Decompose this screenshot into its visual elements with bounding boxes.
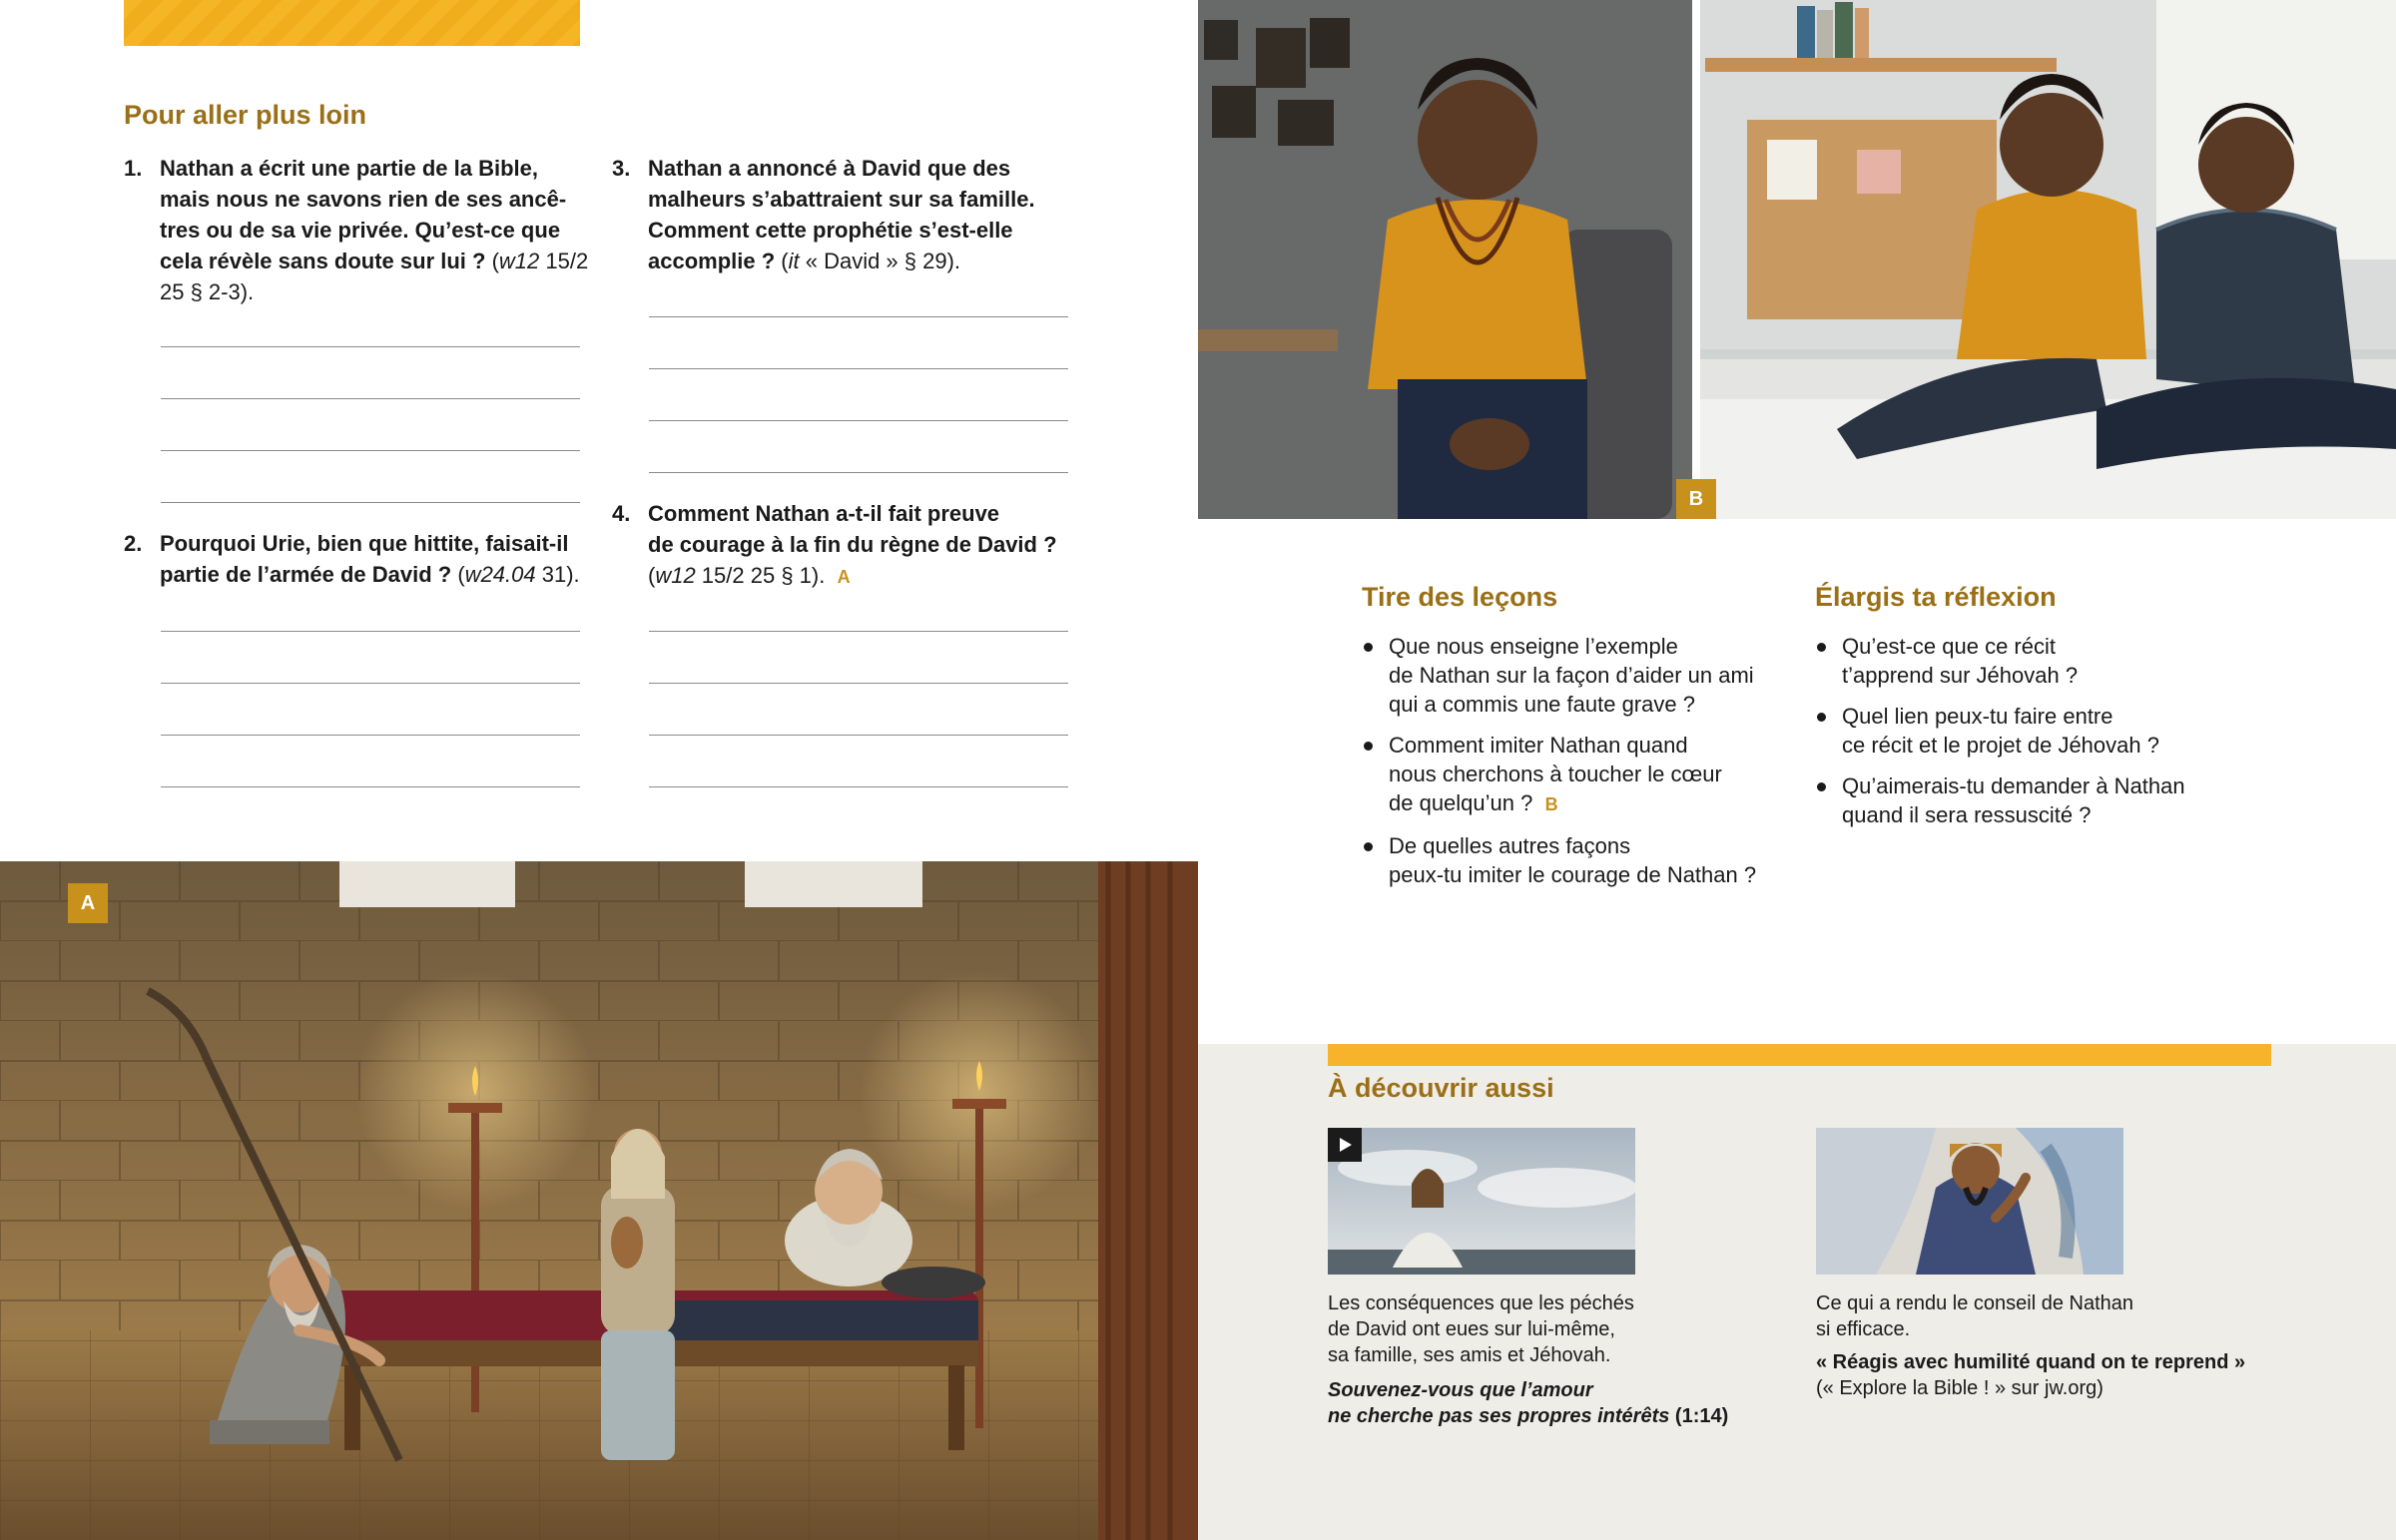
list-item-line: De quelles autres façons <box>1389 833 1631 858</box>
list-item-line: Qu’aimerais-tu demander à Nathan <box>1842 773 2185 798</box>
question-line: malheurs s’abattraient sur sa famille. <box>648 187 1035 212</box>
caption-line: si efficace. <box>1816 1318 1911 1340</box>
question-line: Comment Nathan a-t-il fait preuve <box>648 501 1000 526</box>
question-4 <box>612 498 1091 593</box>
ref-paren: ( <box>451 562 465 587</box>
list-item-line: nous cherchons à toucher le cœur <box>1389 762 1722 786</box>
question-number: 1. <box>124 156 143 181</box>
photo-illustration <box>1198 0 2396 519</box>
caption-line: de David ont eues sur lui-même, <box>1328 1318 1615 1340</box>
article-source: (« Explore la Bible ! » sur jw.org) <box>1816 1377 2103 1399</box>
list-item-line: quand il sera ressuscité ? <box>1842 802 2092 827</box>
lessons-list <box>1362 632 1801 901</box>
answer-line[interactable] <box>649 316 1068 317</box>
ref-location: « David » § 29). <box>799 249 961 273</box>
video-caption <box>1328 1290 1747 1368</box>
list-item-line: Quel lien peux-tu faire entre <box>1842 704 2113 729</box>
caption-line: Ce qui a rendu le conseil de Nathan <box>1816 1292 2133 1314</box>
video-thumbnail-image <box>1328 1128 1635 1275</box>
ref-location: 25 § 2-3). <box>160 279 255 304</box>
video-thumbnail[interactable] <box>1328 1128 1635 1275</box>
ref-publication: w12 <box>655 563 696 588</box>
image-ref-marker[interactable]: A <box>837 567 851 587</box>
ref-publication: it <box>788 249 800 273</box>
answer-line[interactable] <box>161 346 580 347</box>
question-line: mais nous ne savons rien de ses ancê- <box>160 187 567 212</box>
ref-paren: ( <box>485 249 499 273</box>
caption-line: sa famille, ses amis et Jéhovah. <box>1328 1344 1611 1366</box>
question-line: partie de l’armée de David ? <box>160 562 452 587</box>
question-line: Comment cette prophétie s’est-elle <box>648 218 1013 243</box>
painting-nathan-and-david <box>0 861 1198 1540</box>
question-line: Nathan a annoncé à David que des <box>648 156 1011 181</box>
top-yellow-band <box>124 0 580 46</box>
ref-publication: w12 <box>498 249 540 273</box>
list-item <box>1815 771 2234 829</box>
answer-line[interactable] <box>161 735 580 736</box>
image-ref-marker[interactable]: B <box>1544 794 1558 814</box>
play-icon <box>1340 1138 1352 1152</box>
ref-location: 31). <box>535 562 580 587</box>
video-title-link[interactable] <box>1328 1377 1767 1429</box>
section-title: Pour aller plus loin <box>124 100 367 130</box>
play-button[interactable] <box>1328 1128 1362 1162</box>
answer-line[interactable] <box>649 683 1068 684</box>
list-item <box>1815 702 2234 760</box>
list-item-line: Qu’est-ce que ce récit <box>1842 634 2056 659</box>
answer-line[interactable] <box>649 472 1068 473</box>
question-line: Pourquoi Urie, bien que hittite, faisait-il <box>160 531 569 556</box>
reflect-title: Élargis ta réflexion <box>1815 582 2057 612</box>
question-number: 4. <box>612 501 631 526</box>
question-line: cela révèle sans doute sur lui ? <box>160 249 486 273</box>
answer-line[interactable] <box>161 683 580 684</box>
caption-line: Les conséquences que les péchés <box>1328 1292 1634 1314</box>
video-title-ref: (1:14) <box>1669 1405 1729 1427</box>
question-2 <box>124 528 603 590</box>
article-caption <box>1816 1290 2285 1342</box>
question-line: tres ou de sa vie privée. Qu’est-ce que <box>160 218 561 243</box>
article-thumbnail-image <box>1816 1128 2123 1275</box>
list-item-line: ce récit et le projet de Jéhovah ? <box>1842 733 2159 758</box>
answer-line[interactable] <box>161 631 580 632</box>
discover-title: À découvrir aussi <box>1328 1073 1554 1103</box>
answer-line[interactable] <box>649 420 1068 421</box>
answer-line[interactable] <box>649 735 1068 736</box>
list-item-line: Que nous enseigne l’exemple <box>1389 634 1678 659</box>
ref-location: 15/2 25 § 1). <box>695 563 826 588</box>
list-item <box>1362 731 1801 819</box>
discover-accent-bar <box>1328 1044 2271 1066</box>
answer-line[interactable] <box>161 786 580 787</box>
answer-line[interactable] <box>649 786 1068 787</box>
question-line: de courage à la fin du règne de David ? <box>648 532 1057 557</box>
ref-location: 15/2 <box>539 249 589 273</box>
ref-publication: w24.04 <box>464 562 536 587</box>
ref-paren: ( <box>775 249 789 273</box>
answer-line[interactable] <box>161 502 580 503</box>
list-item-line: qui a commis une faute grave ? <box>1389 692 1695 717</box>
painting-badge-a: A <box>68 883 108 923</box>
video-title-line: Souvenez-vous que l’amour <box>1328 1379 1593 1401</box>
question-1 <box>124 153 593 307</box>
answer-line[interactable] <box>161 450 580 451</box>
photo-mother-and-daughter <box>1198 0 2396 519</box>
answer-line[interactable] <box>161 398 580 399</box>
list-item-line: t’apprend sur Jéhovah ? <box>1842 663 2079 688</box>
list-item-line: Comment imiter Nathan quand <box>1389 733 1688 758</box>
list-item <box>1815 632 2234 690</box>
photo-badge-b: B <box>1676 479 1716 519</box>
answer-line[interactable] <box>649 631 1068 632</box>
list-item-line: de quelqu’un ? <box>1389 790 1533 815</box>
painting-illustration <box>0 861 1198 1540</box>
lessons-title: Tire des leçons <box>1362 582 1558 612</box>
question-line: Nathan a écrit une partie de la Bible, <box>160 156 538 181</box>
question-line: accomplie ? <box>648 249 776 273</box>
question-number: 2. <box>124 531 143 556</box>
article-title-link[interactable] <box>1816 1349 2315 1401</box>
list-item-line: peux-tu imiter le courage de Nathan ? <box>1389 862 1757 887</box>
ref-paren: ( <box>648 563 656 588</box>
article-title: « Réagis avec humilité quand on te reprend » <box>1816 1351 2246 1373</box>
answer-line[interactable] <box>649 368 1068 369</box>
question-3 <box>612 153 1081 276</box>
list-item <box>1362 632 1801 719</box>
article-thumbnail[interactable] <box>1816 1128 2123 1275</box>
reflect-list <box>1815 632 2234 841</box>
list-item-line: de Nathan sur la façon d’aider un ami <box>1389 663 1754 688</box>
list-item <box>1362 831 1801 889</box>
video-title-line: ne cherche pas ses propres intérêts <box>1328 1405 1670 1427</box>
question-number: 3. <box>612 156 631 181</box>
